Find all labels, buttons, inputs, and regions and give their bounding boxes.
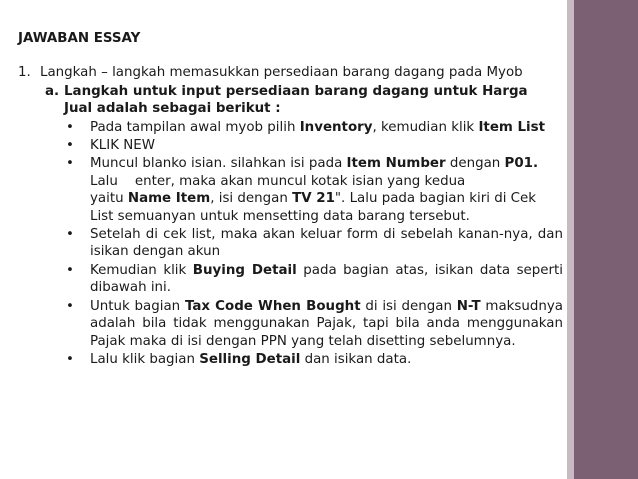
slide-content <box>18 30 563 369</box>
text: maksudnya adalah bila tidak menggunakan Pajak, tapi bila anda menggunakan Pajak maka di isi dengan PPN yang telah disetting sebelumnya. <box>90 298 563 349</box>
text: di isi dengan <box>360 298 457 314</box>
text: pada bagian atas, isikan data seperti dibawah ini. <box>90 262 563 296</box>
text: Lalu klik bagian <box>90 351 200 367</box>
bullet-list <box>62 119 563 369</box>
sub-item-line2: Jual adalah sebagai berikut : <box>64 101 281 117</box>
text: , kemudian klik <box>372 119 479 135</box>
bullet-item <box>62 298 563 350</box>
bold-text: Tax Code When Bought <box>184 298 361 314</box>
list-item-1 <box>18 64 563 81</box>
page-title: JAWABAN ESSAY <box>18 31 141 46</box>
text: dan isikan data. <box>300 351 412 367</box>
bold-text: TV 21 <box>292 191 335 207</box>
bullet-item <box>62 137 563 154</box>
bold-text: Item List <box>478 119 546 135</box>
text: KLIK NEW <box>90 138 155 154</box>
text: , isi dengan <box>210 191 293 207</box>
item-text: Langkah – langkah memasukkan persediaan barang dagang pada Myob <box>40 65 523 81</box>
bullet-item <box>62 351 563 368</box>
bold-text: Item Number <box>346 156 446 172</box>
bold-text: Inventory <box>299 119 373 135</box>
bullet-item <box>62 155 563 225</box>
bold-text: Selling Detail <box>199 351 301 367</box>
bullet-icon: • <box>66 156 74 172</box>
text: Pada tampilan awal myob pilih <box>90 119 300 135</box>
slide-sidebar <box>567 0 638 479</box>
text: Kemudian klik <box>90 262 193 278</box>
bullet-icon: • <box>66 119 74 135</box>
text: yaitu <box>90 191 128 207</box>
bullet-icon: • <box>66 351 74 367</box>
text: dengan <box>445 156 505 172</box>
bullet-item <box>62 226 563 261</box>
bullet-item <box>62 262 563 297</box>
bullet-icon: • <box>66 298 74 314</box>
bullet-icon: • <box>66 138 74 154</box>
text: Setelah di cek list, maka akan keluar form di sebelah kanan-nya, dan isikan dengan akun <box>90 227 563 260</box>
item-number: 1. <box>18 65 31 81</box>
sub-item-a <box>45 83 563 118</box>
sub-item-letter: a. <box>45 83 60 99</box>
text: Untuk bagian <box>90 298 185 314</box>
bullet-item <box>62 119 563 136</box>
sub-item-line1: Langkah untuk input persediaan barang dagang untuk Harga <box>64 83 528 99</box>
bold-text: P01. <box>504 156 539 172</box>
bold-text: Name Item <box>127 191 211 207</box>
bullet-icon: • <box>66 227 74 243</box>
text: Lalu enter, maka akan muncul kotak isian yang kedua <box>90 173 466 189</box>
text: Muncul blanko isian. silahkan isi pada <box>90 156 347 172</box>
bold-text: N-T <box>456 298 481 314</box>
bullet-icon: • <box>66 262 74 278</box>
text: ". Lalu pada bagian kiri di Cek List semuanyan untuk mensetting data barang tersebut. <box>90 191 537 224</box>
sidebar-stripe <box>567 0 574 479</box>
bold-text: Buying Detail <box>192 262 297 278</box>
